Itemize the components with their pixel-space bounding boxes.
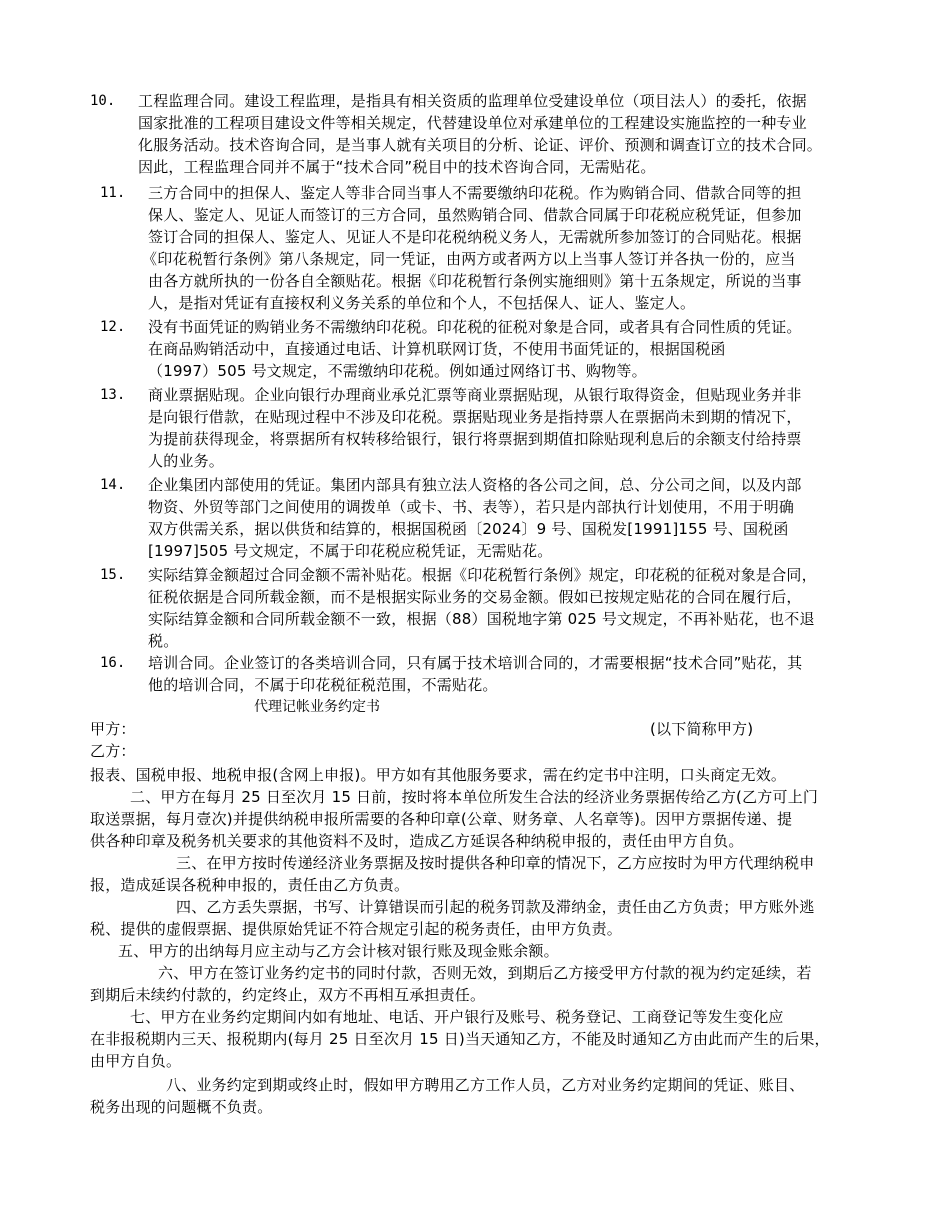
item-text-line: 在商品购销活动中，直接通过电话、计算机联网订货，不使用书面凭证的，根据国税函 — [148, 340, 726, 358]
agreement-line: 供各种印章及税务机关要求的其他资料不及时，造成乙方延误各种纳税申报的，责任由甲方自负。 — [90, 832, 744, 850]
item-number: 12. — [100, 319, 126, 335]
agreement-line: 报表、国税申报、地税申报(含网上申报)。甲方如有其他服务要求，需在约定书中注明，口头商定无效。 — [90, 766, 787, 784]
item-text-line: 是向银行借款，在贴现过程中不涉及印花税。票据贴现业务是指持票人在票据尚未到期的情况下， — [148, 408, 802, 426]
agreement-line: 二、甲方在每月 25 日至次月 15 日前，按时将本单位所发生合法的经济业务票据传给乙方(乙方可上门 — [130, 788, 819, 806]
item-text-line: 《印花税暂行条例》第八条规定，同一凭证，由两方或者两方以上当事人签订并各执一份的，应当 — [142, 250, 796, 268]
item-text-line: 人的业务。 — [148, 452, 225, 470]
item-text-line: 国家批准的工程项目建设文件等相关规定，代替建设单位对承建单位的工程建设实施监控的一种专业 — [138, 114, 807, 132]
item-text-line: （1997）505 号文规定，不需缴纳印花税。例如通过网络订书、购物等。 — [148, 362, 647, 380]
agreement-line: 四、乙方丢失票据，书写、计算错误而引起的税务罚款及滞纳金，责任由乙方负责；甲方账外逃 — [176, 898, 815, 916]
agreement-line: 在非报税期内三天、报税期内(每月 25 日至次月 15 日)当天通知乙方，不能及时通知乙方由此而产生的后果， — [90, 1030, 830, 1048]
item-text-line: 为提前获得现金，将票据所有权转移给银行，银行将票据到期值扣除贴现利息后的余额支付给持票 — [148, 430, 802, 448]
agreement-line: 税、提供的虚假票据、提供原始凭证不符合规定引起的税务责任，由甲方负责。 — [90, 920, 623, 938]
item-text-line: 由各方就所执的一份各自全额贴花。根据《印花税暂行条例实施细则》第十五条规定，所说的当事 — [148, 272, 802, 290]
item-text-line: 物资、外贸等部门之间使用的调拨单（或卡、书、表等），若只是内部执行计划使用，不用于明确 — [148, 498, 795, 516]
item-text-line: 商业票据贴现。企业向银行办理商业承兑汇票等商业票据贴现，从银行取得资金，但贴现业务并非 — [148, 386, 802, 404]
item-text-line: 征税依据是合同所载金额，而不是根据实际业务的交易金额。假如已按规定贴花的合同在履行后， — [148, 588, 802, 606]
item-text-line: 工程监理合同。建设工程监理，是指具有相关资质的监理单位受建设单位（项目法人）的委托，依据 — [138, 92, 807, 110]
agreement-line: 报，造成延误各税种申报的，责任由乙方负责。 — [90, 876, 410, 894]
agreement-line: 七、甲方在业务约定期间内如有地址、电话、开户银行及账号、税务登记、工商登记等发生变化应 — [130, 1008, 784, 1026]
item-text-line: 双方供需关系，据以供货和结算的，根据国税函〔2024〕9 号、国税发[1991]155 号、国税函 — [148, 520, 789, 538]
agreement-line: 税务出现的问题概不负责。 — [90, 1098, 273, 1116]
item-text-line: 保人、鉴定人、见证人而签订的三方合同，虽然购销合同、借款合同属于印花税应税凭证，但参加 — [148, 206, 802, 224]
item-text-line: 因此，工程监理合同并不属于“技术合同”税目中的技术咨询合同，无需贴花。 — [138, 158, 656, 176]
agreement-line: 取送票据，每月壹次)并提供纳税申报所需要的各种印章(公章、财务章、人名章等)。因甲方票据传递、提 — [90, 810, 793, 828]
agreement-line: 三、在甲方按时传递经济业务票据及按时提供各种印章的情况下，乙方应按时为甲方代理纳税申 — [176, 854, 815, 872]
item-number: 14. — [100, 477, 126, 493]
item-text-line: [1997]505 号文规定，不属于印花税应税凭证，无需贴花。 — [148, 542, 553, 560]
agreement-line: 六、甲方在签订业务约定书的同时付款，否则无效，到期后乙方接受甲方付款的视为约定延续，若 — [158, 964, 812, 982]
item-text-line: 三方合同中的担保人、鉴定人等非合同当事人不需要缴纳印花税。作为购销合同、借款合同等的担 — [148, 184, 802, 202]
item-text-line: 化服务活动。技术咨询合同，是当事人就有关项目的分析、论证、评价、预测和调查订立的技术合同。 — [138, 136, 823, 154]
item-number: 11. — [100, 185, 126, 201]
item-number: 13. — [100, 387, 126, 403]
item-text-line: 他的培训合同，不属于印花税征税范围，不需贴花。 — [148, 676, 498, 694]
agreement-line: 五、甲方的出纳每月应主动与乙方会计核对银行账及现金账余额。 — [118, 942, 559, 960]
party-a-label: 甲方： — [90, 720, 136, 738]
item-text-line: 企业集团内部使用的凭证。集团内部具有独立法人资格的各公司之间，总、分公司之间，以及内部 — [148, 476, 802, 494]
item-text-line: 没有书面凭证的购销业务不需缴纳印花税。印花税的征税对象是合同，或者具有合同性质的凭证。 — [148, 318, 802, 336]
item-text-line: 培训合同。企业签订的各类培训合同，只有属于技术培训合同的，才需要根据“技术合同”贴花，其 — [148, 654, 803, 672]
party-b-label: 乙方： — [90, 742, 136, 760]
item-text-line: 签订合同的担保人、鉴定人、见证人不是印花税纳税义务人，无需就所参加签订的合同贴花。根据 — [148, 228, 802, 246]
party-a-note: (以下简称甲方) — [650, 720, 754, 738]
item-text-line: 实际结算金额超过合同金额不需补贴花。根据《印花税暂行条例》规定，印花税的征税对象是合同， — [148, 566, 817, 584]
agreement-line: 到期后未续约付款的，约定终止，双方不再相互承担责任。 — [90, 986, 486, 1004]
agreement-title: 代理记帐业务约定书 — [254, 699, 380, 715]
item-text-line: 人，是指对凭证有直接权利义务关系的单位和个人，不包括保人、证人、鉴定人。 — [148, 294, 696, 312]
item-text-line: 税。 — [148, 632, 179, 650]
item-number: 16. — [100, 655, 126, 671]
item-number: 10. — [90, 93, 116, 109]
item-number: 15. — [100, 567, 126, 583]
agreement-line: 由甲方自负。 — [90, 1052, 182, 1070]
agreement-line: 八、业务约定到期或终止时，假如甲方聘用乙方工作人员，乙方对业务约定期间的凭证、账目、 — [166, 1076, 805, 1094]
item-text-line: 实际结算金额和合同所载金额不一致，根据（88）国税地字第 025 号文规定，不再补贴花，也不退 — [148, 610, 815, 628]
